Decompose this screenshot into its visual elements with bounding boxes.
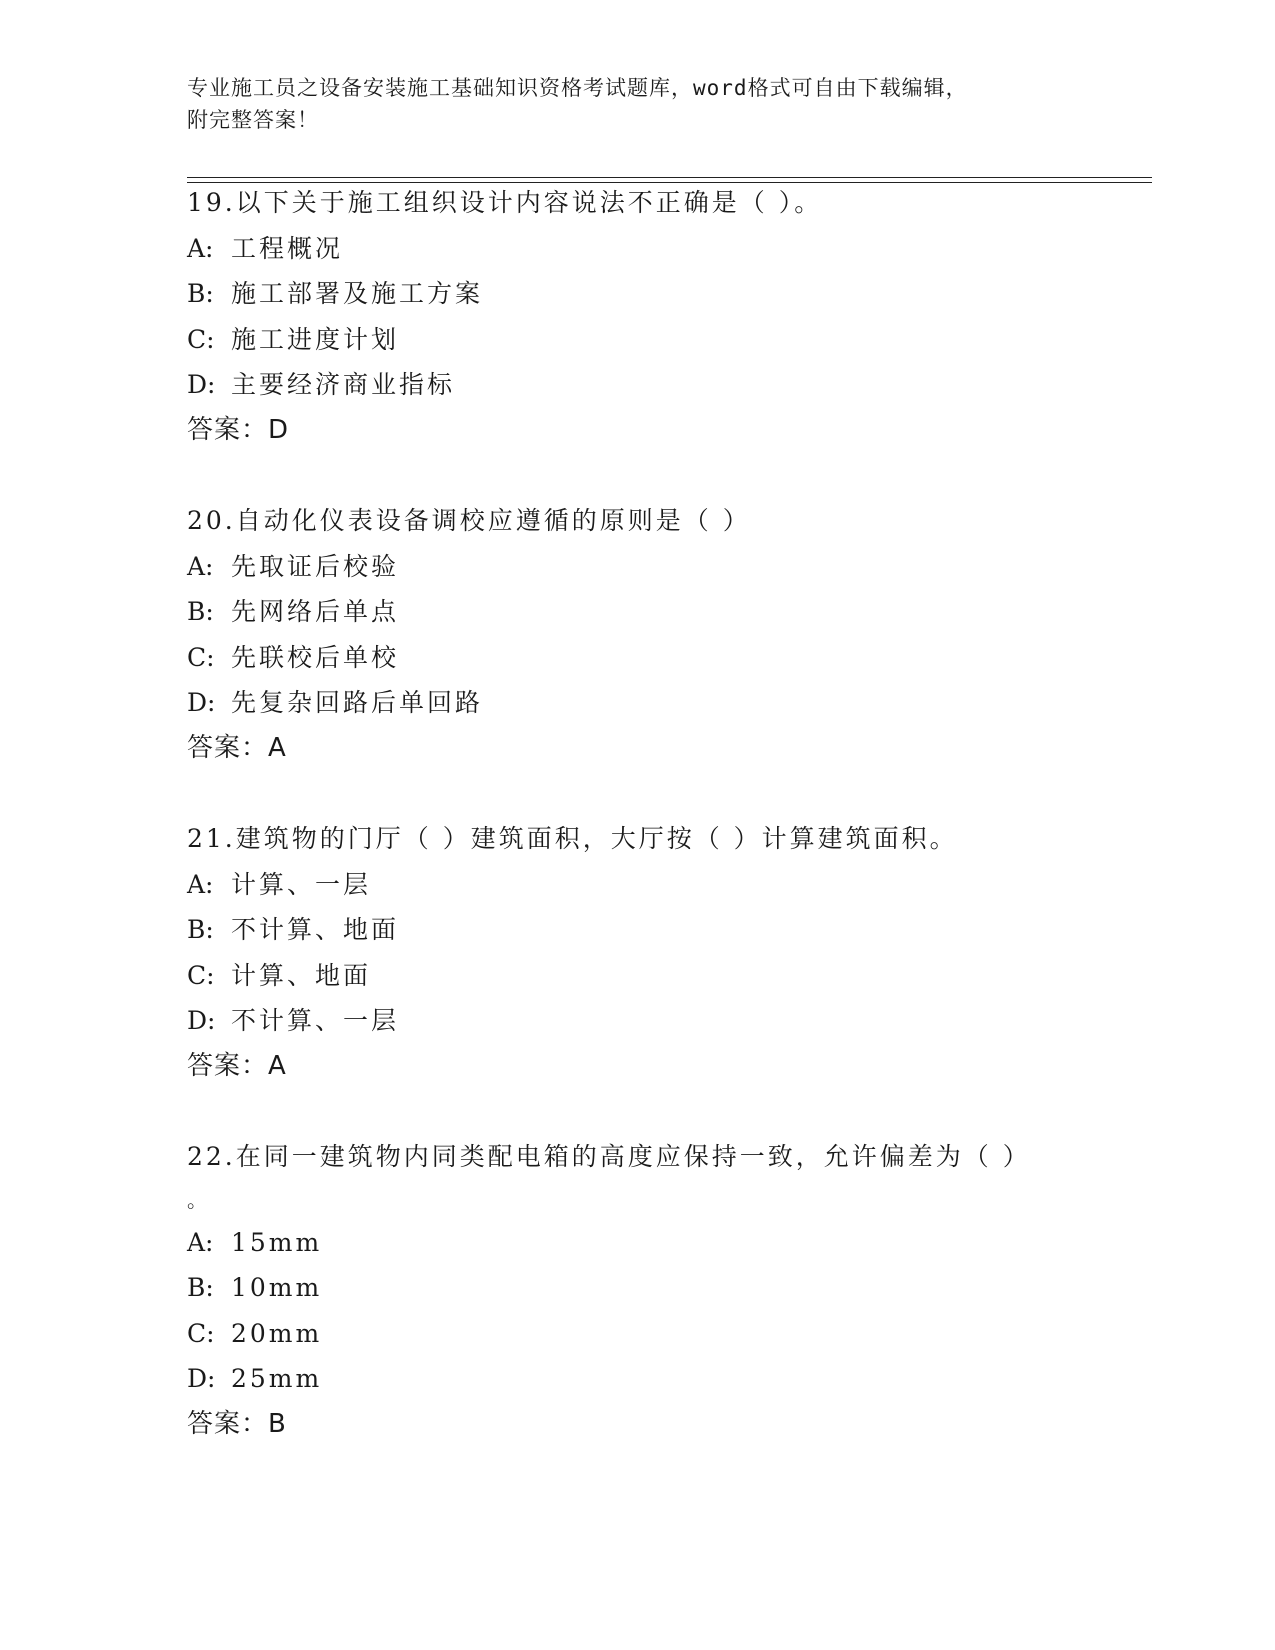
option-text: 先联校后单校 [231,642,400,672]
option-c [187,1311,1087,1357]
option-text: 施工部署及施工方案 [231,279,484,308]
question-stem-continuation: 。 [187,1187,210,1212]
option-d [187,998,1087,1044]
answer-line [187,1402,1087,1448]
answer-label: 答案： [187,732,269,763]
option-text: 主要经济商业指标 [231,370,456,399]
answer-line [187,408,1087,454]
option-text: 计算、地面 [231,960,372,990]
answer-label: 答案： [187,414,269,445]
option-text: 先网络后单点 [231,597,400,626]
answer-value: A [268,1050,287,1081]
option-text: 先取证后校验 [231,551,400,581]
answer-value: B [268,1408,287,1439]
document-header [187,72,1077,136]
option-key: A: [187,551,214,581]
answer-line [187,726,1087,772]
option-key: A: [187,869,214,899]
option-text: 25mm [231,1364,323,1393]
question-stem: 21.建筑物的门厅（ ）建筑面积，大厅按（ ）计算建筑面积。 [187,824,958,853]
answer-label: 答案： [187,1050,269,1081]
option-key: C: [187,960,215,990]
option-b [187,1265,1087,1311]
option-text: 10mm [231,1273,323,1302]
option-a [187,1220,1087,1266]
option-c [187,635,1087,681]
option-key: D: [187,370,216,399]
option-b [187,589,1087,635]
header-line-1: 专业施工员之设备安装施工基础知识资格考试题库，word格式可自由下载编辑， [187,76,968,100]
question-21 [187,816,1087,1089]
question-stem: 19.以下关于施工组织设计内容说法不正确是（ ）。 [187,188,823,217]
option-d [187,362,1087,408]
question-20 [187,498,1087,771]
option-key: D: [187,1006,216,1035]
answer-line [187,1044,1087,1090]
option-b [187,271,1087,317]
option-key: A: [187,233,214,263]
option-text: 工程概况 [231,233,344,263]
answer-value: A [268,732,287,763]
question-stem: 20.自动化仪表设备调校应遵循的原则是（ ） [187,506,751,535]
option-text: 施工进度计划 [231,324,400,354]
option-key: B: [187,597,214,626]
option-d [187,680,1087,726]
option-text: 不计算、一层 [231,1006,400,1035]
option-b [187,907,1087,953]
option-key: C: [187,1318,215,1348]
option-a [187,862,1087,908]
answer-label: 答案： [187,1408,269,1439]
option-text: 计算、一层 [231,869,372,899]
option-text: 20mm [231,1318,323,1348]
option-text: 15mm [231,1227,323,1257]
option-key: B: [187,1273,214,1302]
option-text: 不计算、地面 [231,915,400,944]
option-key: C: [187,642,215,672]
option-key: A: [187,1227,214,1257]
option-c [187,317,1087,363]
option-key: B: [187,279,214,308]
question-19 [187,180,1087,453]
option-key: C: [187,324,215,354]
option-key: D: [187,1364,216,1393]
option-key: B: [187,915,214,944]
option-d [187,1356,1087,1402]
header-divider-top [187,177,1152,178]
option-a [187,544,1087,590]
question-stem: 22.在同一建筑物内同类配电箱的高度应保持一致，允许偏差为（ ） [187,1142,1031,1171]
option-a [187,226,1087,272]
header-line-2: 附完整答案！ [187,108,319,132]
option-key: D: [187,688,216,717]
option-text: 先复杂回路后单回路 [231,688,484,717]
question-22 [187,1134,1087,1447]
option-c [187,953,1087,999]
answer-value: D [268,414,290,445]
